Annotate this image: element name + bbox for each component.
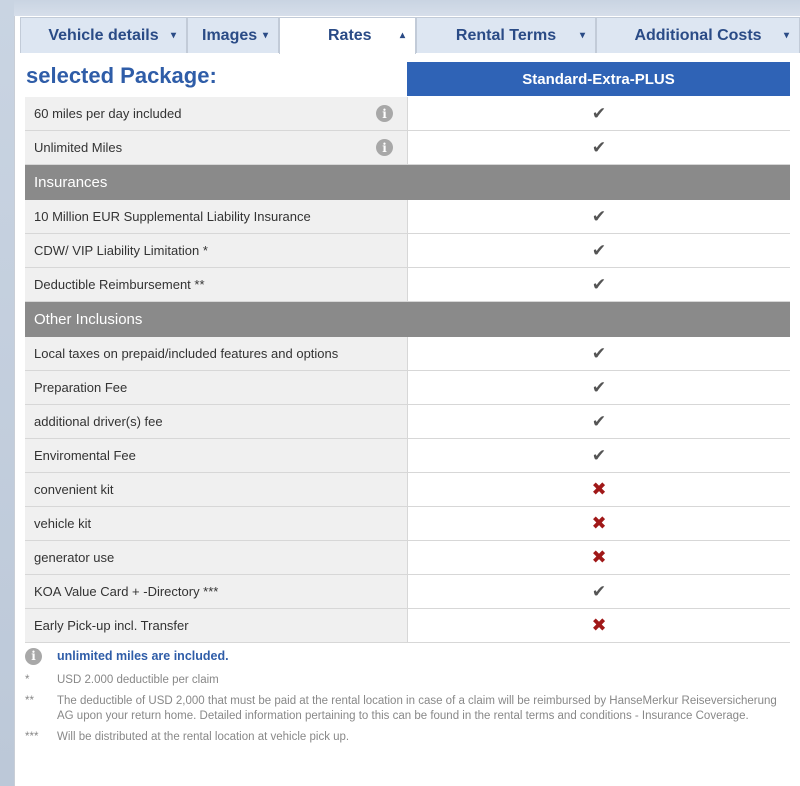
row-value bbox=[407, 609, 790, 642]
tab-images[interactable] bbox=[187, 17, 279, 53]
tab-label: Rental Terms bbox=[455, 26, 557, 44]
package-heading: selected Package: bbox=[26, 63, 217, 88]
footnote-mark: ** bbox=[25, 695, 34, 707]
row-value bbox=[407, 337, 790, 370]
section-header: Insurances bbox=[25, 165, 790, 200]
row-value bbox=[407, 268, 790, 301]
footnote bbox=[25, 694, 785, 724]
row-value bbox=[407, 507, 790, 540]
table-row bbox=[25, 268, 790, 302]
row-value bbox=[407, 541, 790, 574]
package-name-header: Standard-Extra-PLUS bbox=[407, 62, 790, 96]
tab-label: Additional Costs bbox=[634, 26, 762, 44]
checkmark-icon: ✔ bbox=[591, 206, 607, 227]
footnote bbox=[25, 730, 785, 745]
footnote-mark: *** bbox=[25, 731, 39, 743]
checkmark-icon: ✔ bbox=[591, 343, 607, 364]
checkmark-icon: ✔ bbox=[591, 274, 607, 295]
table-row bbox=[25, 200, 790, 234]
row-label: Local taxes on prepaid/included features and options bbox=[25, 337, 407, 370]
section-header: Other Inclusions bbox=[25, 302, 790, 337]
row-label: Preparation Fee bbox=[25, 371, 407, 404]
chevron-down-icon: ▾ bbox=[579, 30, 585, 41]
row-label: KOA Value Card + -Directory *** bbox=[25, 575, 407, 608]
row-value bbox=[407, 200, 790, 233]
info-icon: i bbox=[25, 648, 42, 665]
table-row bbox=[25, 439, 790, 473]
tab-rental-terms[interactable] bbox=[416, 17, 596, 53]
tab-label: Images bbox=[202, 26, 258, 44]
row-label: generator use bbox=[25, 541, 407, 574]
table-row bbox=[25, 131, 790, 165]
row-value bbox=[407, 575, 790, 608]
tab-rates[interactable] bbox=[279, 17, 416, 54]
info-icon[interactable]: i bbox=[376, 139, 393, 156]
row-label: CDW/ VIP Liability Limitation * bbox=[25, 234, 407, 267]
footnote bbox=[25, 648, 785, 665]
checkmark-icon: ✔ bbox=[591, 581, 607, 602]
tab-vehicle-details[interactable] bbox=[20, 17, 187, 53]
cross-icon: ✖ bbox=[591, 479, 607, 500]
table-row bbox=[25, 234, 790, 268]
footnote-mark: * bbox=[25, 674, 30, 686]
footnote-text: USD 2.000 deductible per claim bbox=[57, 674, 219, 686]
checkmark-icon: ✔ bbox=[591, 411, 607, 432]
footnote-text: unlimited miles are included. bbox=[57, 649, 229, 663]
chevron-up-icon: ▴ bbox=[399, 30, 405, 41]
tab-label: Rates bbox=[328, 27, 372, 44]
footnote-text: The deductible of USD 2,000 that must be paid at the rental location in case of a claim will be reimbursed by HanseMerkur Reiseversicherung AG upon your return home. Detailed information pertaining to this can be found in the rental terms and conditions - Insurance Coverage. bbox=[57, 695, 777, 722]
cross-icon: ✖ bbox=[591, 547, 607, 568]
checkmark-icon: ✔ bbox=[591, 377, 607, 398]
row-value bbox=[407, 131, 790, 164]
table-row bbox=[25, 405, 790, 439]
table-row bbox=[25, 507, 790, 541]
cross-icon: ✖ bbox=[591, 513, 607, 534]
row-label: Unlimited Miles i bbox=[25, 131, 407, 164]
row-label: Deductible Reimbursement ** bbox=[25, 268, 407, 301]
checkmark-icon: ✔ bbox=[591, 240, 607, 261]
inclusions-table bbox=[25, 97, 790, 643]
table-row bbox=[25, 473, 790, 507]
row-label: vehicle kit bbox=[25, 507, 407, 540]
row-label: additional driver(s) fee bbox=[25, 405, 407, 438]
table-row bbox=[25, 575, 790, 609]
tab-additional-costs[interactable] bbox=[596, 17, 800, 53]
window-top-edge bbox=[0, 0, 800, 16]
chevron-down-icon: ▾ bbox=[262, 30, 268, 41]
chevron-down-icon: ▾ bbox=[783, 30, 789, 41]
table-row bbox=[25, 609, 790, 643]
row-value bbox=[407, 473, 790, 506]
row-value bbox=[407, 371, 790, 404]
info-icon[interactable]: i bbox=[376, 105, 393, 122]
table-row bbox=[25, 97, 790, 131]
footnote-text: Will be distributed at the rental location at vehicle pick up. bbox=[57, 731, 350, 743]
tab-bar bbox=[20, 17, 800, 53]
checkmark-icon: ✔ bbox=[591, 445, 607, 466]
row-label: 60 miles per day included i bbox=[25, 97, 407, 130]
tab-label: Vehicle details bbox=[48, 26, 159, 44]
checkmark-icon: ✔ bbox=[591, 103, 607, 124]
table-row bbox=[25, 337, 790, 371]
row-label: 10 Million EUR Supplemental Liability Insurance bbox=[25, 200, 407, 233]
chevron-down-icon: ▾ bbox=[170, 30, 176, 41]
row-label: Early Pick-up incl. Transfer bbox=[25, 609, 407, 642]
footnotes bbox=[25, 648, 785, 751]
row-value bbox=[407, 97, 790, 130]
checkmark-icon: ✔ bbox=[591, 137, 607, 158]
row-label: convenient kit bbox=[25, 473, 407, 506]
cross-icon: ✖ bbox=[591, 615, 607, 636]
row-label: Enviromental Fee bbox=[25, 439, 407, 472]
row-value bbox=[407, 405, 790, 438]
row-value bbox=[407, 439, 790, 472]
window-left-edge bbox=[0, 0, 14, 786]
footnote-mark bbox=[25, 648, 57, 665]
table-row bbox=[25, 371, 790, 405]
table-row bbox=[25, 541, 790, 575]
footnote bbox=[25, 673, 785, 688]
row-value bbox=[407, 234, 790, 267]
